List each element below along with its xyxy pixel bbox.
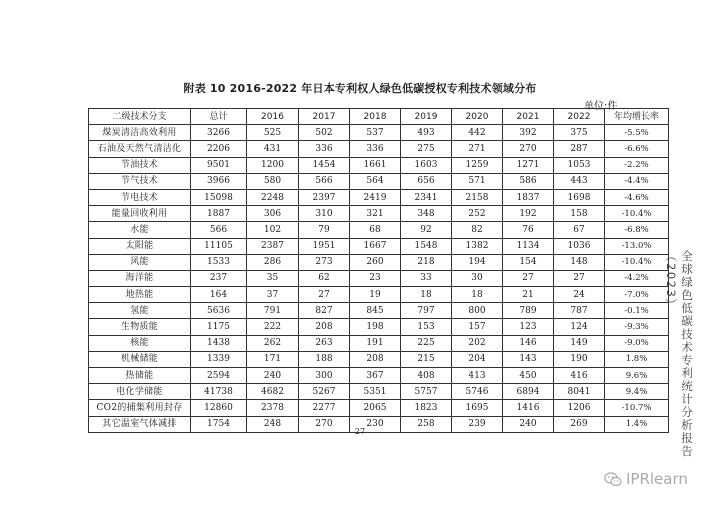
count-cell: 1036: [554, 238, 605, 254]
growth-rate-cell: 9.4%: [605, 384, 669, 400]
count-cell: 260: [350, 254, 401, 270]
count-cell: 275: [401, 141, 452, 157]
growth-rate-cell: -13.0%: [605, 238, 669, 254]
category-cell: CO2的捕集利用封存: [89, 400, 191, 416]
count-cell: 248: [247, 416, 299, 432]
table-row: [89, 125, 669, 141]
count-cell: 6894: [503, 384, 554, 400]
category-cell: 水能: [89, 222, 191, 238]
count-cell: 1548: [401, 238, 452, 254]
table-row: [89, 189, 669, 205]
count-cell: 204: [452, 351, 503, 367]
column-header: 2017: [299, 109, 350, 125]
count-cell: 4682: [247, 384, 299, 400]
count-cell: 208: [299, 319, 350, 335]
count-cell: 367: [350, 368, 401, 384]
count-cell: 566: [299, 173, 350, 189]
column-header: 2018: [350, 109, 401, 125]
count-cell: 791: [247, 303, 299, 319]
table-row: [89, 287, 669, 303]
count-cell: 375: [554, 125, 605, 141]
category-cell: 风能: [89, 254, 191, 270]
count-cell: 1887: [191, 206, 247, 222]
count-cell: 146: [503, 335, 554, 351]
count-cell: 2277: [299, 400, 350, 416]
count-cell: 263: [299, 335, 350, 351]
count-cell: 192: [503, 206, 554, 222]
count-cell: 1698: [554, 189, 605, 205]
category-cell: 石油及天然气清洁化: [89, 141, 191, 157]
count-cell: 1339: [191, 351, 247, 367]
count-cell: 2158: [452, 189, 503, 205]
count-cell: 92: [401, 222, 452, 238]
count-cell: 2378: [247, 400, 299, 416]
count-cell: 153: [401, 319, 452, 335]
category-cell: 煤炭清洁高效利用: [89, 125, 191, 141]
count-cell: 310: [299, 206, 350, 222]
count-cell: 443: [554, 173, 605, 189]
count-cell: 202: [452, 335, 503, 351]
count-cell: 336: [299, 141, 350, 157]
category-cell: 热储能: [89, 368, 191, 384]
wechat-icon: [604, 472, 622, 487]
count-cell: 194: [452, 254, 503, 270]
count-cell: 1175: [191, 319, 247, 335]
count-cell: 240: [247, 368, 299, 384]
count-cell: 35: [247, 270, 299, 286]
count-cell: 1533: [191, 254, 247, 270]
count-cell: 269: [554, 416, 605, 432]
column-header: 2021: [503, 109, 554, 125]
growth-rate-cell: -9.3%: [605, 319, 669, 335]
count-cell: 493: [401, 125, 452, 141]
patent-table: [88, 108, 669, 433]
column-header: 2019: [401, 109, 452, 125]
growth-rate-cell: 1.4%: [605, 416, 669, 432]
count-cell: 9501: [191, 157, 247, 173]
count-cell: 2594: [191, 368, 247, 384]
category-cell: 节电技术: [89, 189, 191, 205]
table-row: [89, 173, 669, 189]
count-cell: 564: [350, 173, 401, 189]
table-body: [89, 125, 669, 433]
count-cell: 2065: [350, 400, 401, 416]
count-cell: 198: [350, 319, 401, 335]
count-cell: 537: [350, 125, 401, 141]
count-cell: 416: [554, 368, 605, 384]
count-cell: 123: [503, 319, 554, 335]
growth-rate-cell: -7.0%: [605, 287, 669, 303]
column-header: 2020: [452, 109, 503, 125]
category-cell: 氢能: [89, 303, 191, 319]
count-cell: 1754: [191, 416, 247, 432]
growth-rate-cell: -6.6%: [605, 141, 669, 157]
count-cell: 188: [299, 351, 350, 367]
count-cell: 271: [452, 141, 503, 157]
count-cell: 5746: [452, 384, 503, 400]
category-cell: 节油技术: [89, 157, 191, 173]
count-cell: 2419: [350, 189, 401, 205]
category-cell: 地热能: [89, 287, 191, 303]
count-cell: 1951: [299, 238, 350, 254]
count-cell: 800: [452, 303, 503, 319]
table-header: [89, 109, 669, 125]
category-cell: 能量回收利用: [89, 206, 191, 222]
count-cell: 286: [247, 254, 299, 270]
count-cell: 239: [452, 416, 503, 432]
count-cell: 2206: [191, 141, 247, 157]
count-cell: 827: [299, 303, 350, 319]
count-cell: 33: [401, 270, 452, 286]
count-cell: 1454: [299, 157, 350, 173]
count-cell: 1695: [452, 400, 503, 416]
count-cell: 273: [299, 254, 350, 270]
growth-rate-cell: -10.7%: [605, 400, 669, 416]
count-cell: 171: [247, 351, 299, 367]
count-cell: 270: [299, 416, 350, 432]
table-row: [89, 400, 669, 416]
count-cell: 1667: [350, 238, 401, 254]
column-header: 2016: [247, 109, 299, 125]
count-cell: 1259: [452, 157, 503, 173]
count-cell: 27: [299, 287, 350, 303]
count-cell: 1661: [350, 157, 401, 173]
count-cell: 21: [503, 287, 554, 303]
growth-rate-cell: -4.4%: [605, 173, 669, 189]
count-cell: 3966: [191, 173, 247, 189]
count-cell: 190: [554, 351, 605, 367]
category-cell: 机械储能: [89, 351, 191, 367]
count-cell: 336: [350, 141, 401, 157]
count-cell: 19: [350, 287, 401, 303]
table-row: [89, 368, 669, 384]
count-cell: 237: [191, 270, 247, 286]
header-row: [89, 109, 669, 125]
report-side-title: 全球绿色低碳技术专利统计分析报告（2023）: [664, 250, 694, 458]
count-cell: 1206: [554, 400, 605, 416]
count-cell: 1416: [503, 400, 554, 416]
growth-rate-cell: -0.1%: [605, 303, 669, 319]
table-row: [89, 319, 669, 335]
count-cell: 525: [247, 125, 299, 141]
count-cell: 413: [452, 368, 503, 384]
growth-rate-cell: -10.4%: [605, 254, 669, 270]
count-cell: 157: [452, 319, 503, 335]
count-cell: 164: [191, 287, 247, 303]
count-cell: 252: [452, 206, 503, 222]
count-cell: 143: [503, 351, 554, 367]
growth-rate-cell: 9.6%: [605, 368, 669, 384]
count-cell: 1823: [401, 400, 452, 416]
count-cell: 392: [503, 125, 554, 141]
category-cell: 其它温室气体减排: [89, 416, 191, 432]
unit-label: 单位:件: [584, 101, 618, 112]
count-cell: 2397: [299, 189, 350, 205]
category-cell: 太阳能: [89, 238, 191, 254]
growth-rate-cell: -10.4%: [605, 206, 669, 222]
count-cell: 845: [350, 303, 401, 319]
column-header: 总计: [191, 109, 247, 125]
page-number: 27: [354, 427, 366, 436]
count-cell: 5636: [191, 303, 247, 319]
count-cell: 270: [503, 141, 554, 157]
count-cell: 5757: [401, 384, 452, 400]
count-cell: 230: [350, 416, 401, 432]
count-cell: 18: [401, 287, 452, 303]
table-row: [89, 157, 669, 173]
count-cell: 24: [554, 287, 605, 303]
count-cell: 208: [350, 351, 401, 367]
count-cell: 321: [350, 206, 401, 222]
watermark: [604, 470, 688, 488]
count-cell: 2341: [401, 189, 452, 205]
count-cell: 154: [503, 254, 554, 270]
count-cell: 27: [503, 270, 554, 286]
count-cell: 571: [452, 173, 503, 189]
count-cell: 431: [247, 141, 299, 157]
count-cell: 287: [554, 141, 605, 157]
table-row: [89, 206, 669, 222]
table-row: [89, 303, 669, 319]
count-cell: 1134: [503, 238, 554, 254]
growth-rate-cell: 1.8%: [605, 351, 669, 367]
count-cell: 8041: [554, 384, 605, 400]
growth-rate-cell: -9.0%: [605, 335, 669, 351]
count-cell: 580: [247, 173, 299, 189]
growth-rate-cell: -5.5%: [605, 125, 669, 141]
growth-rate-cell: -4.6%: [605, 189, 669, 205]
category-cell: 海洋能: [89, 270, 191, 286]
count-cell: 306: [247, 206, 299, 222]
count-cell: 191: [350, 335, 401, 351]
count-cell: 789: [503, 303, 554, 319]
count-cell: 2248: [247, 189, 299, 205]
count-cell: 656: [401, 173, 452, 189]
count-cell: 41738: [191, 384, 247, 400]
count-cell: 37: [247, 287, 299, 303]
count-cell: 27: [554, 270, 605, 286]
count-cell: 18: [452, 287, 503, 303]
category-cell: 生物质能: [89, 319, 191, 335]
count-cell: 1053: [554, 157, 605, 173]
count-cell: 5351: [350, 384, 401, 400]
count-cell: 1837: [503, 189, 554, 205]
table-row: [89, 335, 669, 351]
growth-rate-cell: -4.2%: [605, 270, 669, 286]
table-row: [89, 222, 669, 238]
count-cell: 502: [299, 125, 350, 141]
watermark-text: IPRlearn: [626, 470, 688, 488]
count-cell: 218: [401, 254, 452, 270]
count-cell: 23: [350, 270, 401, 286]
count-cell: 442: [452, 125, 503, 141]
table-title: 附表 10 2016-2022 年日本专利权人绿色低碳授权专利技术领域分布: [183, 82, 537, 95]
count-cell: 148: [554, 254, 605, 270]
count-cell: 67: [554, 222, 605, 238]
count-cell: 586: [503, 173, 554, 189]
column-header: 2022: [554, 109, 605, 125]
growth-rate-cell: -6.8%: [605, 222, 669, 238]
count-cell: 258: [401, 416, 452, 432]
count-cell: 215: [401, 351, 452, 367]
category-cell: 节气技术: [89, 173, 191, 189]
category-cell: 核能: [89, 335, 191, 351]
count-cell: 1200: [247, 157, 299, 173]
count-cell: 2387: [247, 238, 299, 254]
count-cell: 348: [401, 206, 452, 222]
count-cell: 225: [401, 335, 452, 351]
count-cell: 1271: [503, 157, 554, 173]
column-header: 年均增长率: [605, 109, 669, 125]
table-row: [89, 270, 669, 286]
table-row: [89, 384, 669, 400]
count-cell: 102: [247, 222, 299, 238]
count-cell: 76: [503, 222, 554, 238]
count-cell: 300: [299, 368, 350, 384]
count-cell: 62: [299, 270, 350, 286]
count-cell: 408: [401, 368, 452, 384]
table-row: [89, 238, 669, 254]
count-cell: 787: [554, 303, 605, 319]
count-cell: 450: [503, 368, 554, 384]
count-cell: 1603: [401, 157, 452, 173]
count-cell: 222: [247, 319, 299, 335]
column-header: 二级技术分支: [89, 109, 191, 125]
count-cell: 68: [350, 222, 401, 238]
category-cell: 电化学储能: [89, 384, 191, 400]
table-row: [89, 351, 669, 367]
count-cell: 1382: [452, 238, 503, 254]
count-cell: 12860: [191, 400, 247, 416]
count-cell: 797: [401, 303, 452, 319]
count-cell: 262: [247, 335, 299, 351]
count-cell: 82: [452, 222, 503, 238]
count-cell: 5267: [299, 384, 350, 400]
count-cell: 11105: [191, 238, 247, 254]
count-cell: 3266: [191, 125, 247, 141]
count-cell: 124: [554, 319, 605, 335]
count-cell: 1438: [191, 335, 247, 351]
count-cell: 566: [191, 222, 247, 238]
count-cell: 240: [503, 416, 554, 432]
count-cell: 15098: [191, 189, 247, 205]
table-row: [89, 254, 669, 270]
growth-rate-cell: -2.2%: [605, 157, 669, 173]
count-cell: 158: [554, 206, 605, 222]
count-cell: 30: [452, 270, 503, 286]
table-row: [89, 141, 669, 157]
count-cell: 149: [554, 335, 605, 351]
count-cell: 79: [299, 222, 350, 238]
